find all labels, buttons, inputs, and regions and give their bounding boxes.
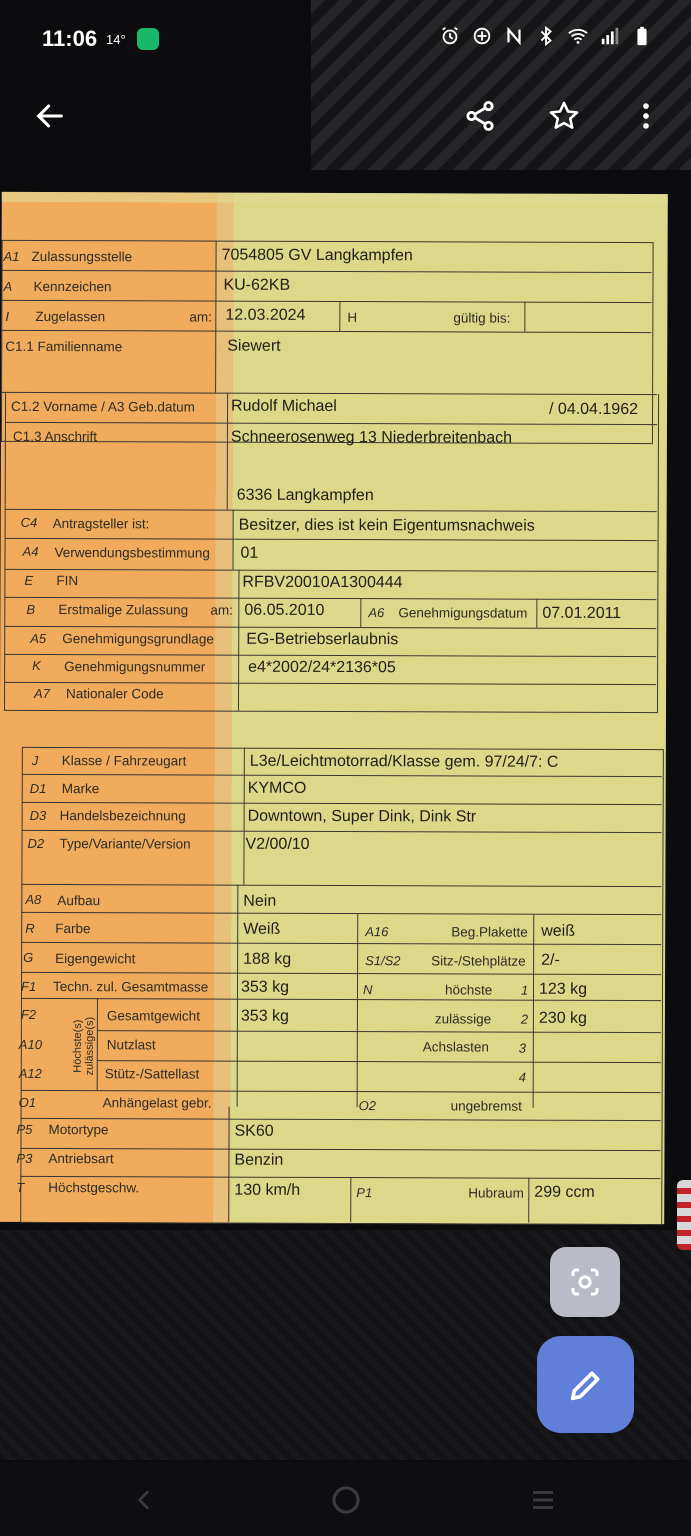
back-button[interactable]	[28, 94, 72, 138]
label-am: am:	[189, 309, 212, 325]
divider	[350, 1177, 351, 1222]
label-hubraum: Hubraum	[468, 1185, 524, 1201]
value-eigengewicht: 188 kg	[243, 950, 292, 968]
label-zugelassen: Zugelassen	[35, 308, 106, 325]
alarm-icon	[439, 24, 461, 48]
label-gesamtmasse: Techn. zul. Gesamtmasse	[52, 979, 209, 995]
code-D1: D1	[29, 780, 47, 796]
divider	[524, 302, 525, 332]
label-antragsteller: Antragsteller ist:	[52, 516, 150, 532]
code-A6: A6	[368, 605, 385, 621]
value-fin: RFBV20010A1300444	[242, 573, 403, 592]
axle-2: 2	[520, 1011, 529, 1027]
value-zulassungsstelle: 7054805 GV Langkampfen	[221, 246, 413, 265]
value-motortype: SK60	[234, 1122, 274, 1140]
code-N: N	[362, 982, 373, 998]
code-S1S2: S1/S2	[365, 953, 401, 969]
share-icon	[463, 99, 497, 133]
label-genehmigungsdatum: Genehmigungsdatum	[398, 605, 528, 621]
value-sitzplaetze: 2/-	[541, 951, 560, 969]
label-nutzlast: Nutzlast	[106, 1037, 156, 1053]
label-sitzplaetze: Sitz-/Stehplätze	[431, 953, 526, 969]
code-P3: P3	[16, 1150, 33, 1166]
code-A4: A4	[22, 543, 39, 559]
axle-4: 4	[518, 1069, 526, 1085]
label-anhaengelast: Anhängelast gebr.	[102, 1095, 212, 1111]
code-C4: C4	[20, 514, 38, 530]
value-handelsbezeichnung: Downtown, Super Dink, Dink Str	[247, 807, 477, 826]
label-ungebremst: ungebremst	[450, 1098, 522, 1114]
label-plakette: Beg.Plakette	[451, 924, 528, 940]
axle-1: 1	[520, 982, 529, 998]
sync-icon	[471, 24, 493, 48]
background-stripe	[677, 1180, 691, 1250]
label-gueltig-bis: gültig bis:	[453, 310, 511, 326]
paper-edge	[2, 192, 668, 204]
nav-back-icon	[132, 1487, 158, 1513]
label-eigengewicht: Eigengewicht	[55, 951, 136, 967]
value-genehmigungsgrundlage: EG-Betriebserlaubnis	[246, 630, 399, 649]
code-B: B	[26, 601, 36, 617]
value-farbe: Weiß	[243, 920, 281, 938]
value-type: V2/00/10	[245, 835, 310, 853]
label-marke: Marke	[61, 781, 100, 797]
code-O2: O2	[358, 1098, 376, 1114]
edit-button[interactable]	[537, 1336, 634, 1433]
label-achslasten: Achslasten	[422, 1039, 489, 1055]
system-nav-bar	[0, 1462, 691, 1536]
label-hoechste: höchste	[444, 982, 493, 998]
code-A16: A16	[365, 924, 389, 940]
label-am-2: am:	[210, 602, 233, 618]
status-icons	[439, 24, 653, 48]
value-genehmigungsnummer: e4*2002/24*2136*05	[248, 658, 396, 677]
status-bar	[0, 0, 691, 80]
value-verwendung: 01	[240, 544, 259, 562]
nav-back-button[interactable]	[120, 1480, 170, 1520]
value-hoechstgeschw: 130 km/h	[234, 1181, 301, 1199]
more-vert-icon	[629, 99, 663, 133]
code-A: A	[3, 278, 13, 294]
label-genehmigungsgrundlage: Genehmigungsgrundlage	[62, 631, 214, 647]
label-genehmigungsnummer: Genehmigungsnummer	[64, 659, 206, 675]
label-vertical-hoechste: Höchste(s) zulässige(s)	[71, 1016, 96, 1076]
code-D2: D2	[27, 835, 45, 851]
divider	[360, 598, 361, 627]
more-options-button[interactable]	[624, 94, 668, 138]
label-verwendung: Verwendungsbestimmung	[54, 545, 210, 561]
value-plakette: weiß	[541, 922, 576, 940]
value-familienname: Siewert	[227, 337, 281, 355]
label-fin: FIN	[56, 573, 79, 589]
label-kennzeichen: Kennzeichen	[33, 278, 112, 295]
value-antriebsart: Benzin	[234, 1151, 284, 1169]
label-erstzulassung: Erstmalige Zulassung	[58, 602, 189, 618]
code-K: K	[32, 657, 41, 673]
value-geburtsdatum: / 04.04.1962	[549, 400, 639, 419]
code-F1: F1	[21, 978, 37, 994]
value-hubraum: 299 ccm	[534, 1183, 595, 1201]
label-gesamtgewicht: Gesamtgewicht	[106, 1008, 200, 1024]
value-kennzeichen: KU-62KB	[223, 276, 291, 294]
label-antriebsart: Antriebsart	[48, 1151, 114, 1167]
value-achse-1: 123 kg	[538, 980, 588, 998]
code-A12: A12	[18, 1065, 42, 1081]
code-P1: P1	[356, 1185, 373, 1201]
value-antragsteller: Besitzer, dies ist kein Eigentumsnachweis	[238, 516, 535, 535]
value-anschrift-line1: Schneerosenweg 13 Niederbreitenbach	[230, 428, 513, 447]
value-zugelassen: 12.03.2024	[225, 306, 306, 324]
label-H: H	[347, 310, 358, 326]
value-anschrift-line2: 6336 Langkampfen	[236, 486, 374, 505]
share-button[interactable]	[458, 94, 502, 138]
battery-icon	[631, 24, 653, 48]
code-D3: D3	[29, 807, 47, 823]
nav-home-icon	[329, 1483, 363, 1517]
signal-icon	[599, 24, 621, 48]
label-zulassungsstelle: Zulassungsstelle	[31, 248, 133, 265]
label-hoechstgeschw: Höchstgeschw.	[48, 1180, 140, 1196]
label-stuetzlast: Stütz-/Sattellast	[104, 1066, 200, 1082]
code-O1: O1	[18, 1094, 36, 1110]
code-A5: A5	[30, 630, 47, 646]
favorite-button[interactable]	[542, 94, 586, 138]
value-aufbau: Nein	[243, 892, 277, 910]
code-T: T	[16, 1179, 25, 1195]
label-familienname: C1.1 Familienname	[5, 338, 123, 355]
code-R: R	[25, 920, 35, 936]
bluetooth-icon	[535, 24, 557, 48]
star-icon	[547, 99, 581, 133]
value-achse-2: 230 kg	[538, 1009, 587, 1027]
code-A10: A10	[18, 1036, 42, 1052]
back-arrow-icon	[33, 99, 67, 133]
code-A1: A1	[3, 248, 20, 264]
label-type: Type/Variante/Version	[59, 836, 191, 852]
label-motortype: Motortype	[48, 1122, 109, 1138]
label-nationaler-code: Nationaler Code	[66, 686, 164, 702]
lens-button[interactable]	[550, 1247, 620, 1317]
lens-icon	[567, 1264, 603, 1300]
registration-document[interactable]	[0, 192, 668, 1224]
wifi-icon	[567, 24, 589, 48]
value-klasse: L3e/Leichtmotorrad/Klasse gem. 97/24/7: C	[249, 752, 559, 771]
app-notification-icon	[137, 28, 159, 50]
axle-3: 3	[518, 1040, 527, 1056]
value-gesamtgewicht: 353 kg	[240, 1007, 289, 1025]
label-anschrift: C1.3 Anschrift	[12, 428, 98, 445]
status-temperature: 14°	[106, 32, 126, 47]
divider	[528, 1178, 529, 1223]
nav-home-button[interactable]	[321, 1480, 371, 1520]
value-gesamtmasse: 353 kg	[240, 978, 290, 996]
value-genehmigungsdatum: 07.01.2011	[542, 604, 622, 623]
value-erstzulassung: 06.05.2010	[244, 601, 325, 619]
code-I: I	[5, 308, 10, 324]
nav-recents-icon	[528, 1485, 558, 1515]
value-vorname: Rudolf Michael	[231, 397, 337, 416]
nav-recents-button[interactable]	[518, 1480, 568, 1520]
nfc-icon	[503, 24, 525, 48]
value-marke: KYMCO	[247, 779, 307, 797]
label-klasse: Klasse / Fahrzeugart	[61, 753, 187, 769]
label-aufbau: Aufbau	[57, 893, 101, 909]
label-handelsbezeichnung: Handelsbezeichnung	[59, 808, 186, 824]
divider	[536, 599, 537, 628]
label-vorname: C1.2 Vorname / A3 Geb.datum	[11, 398, 195, 415]
code-J: J	[31, 752, 39, 768]
status-time: 11:06	[42, 26, 98, 51]
code-P5: P5	[16, 1121, 33, 1137]
code-G: G	[23, 949, 34, 965]
divider	[339, 301, 340, 331]
code-A7: A7	[34, 685, 50, 702]
label-zulaessige: zulässige	[434, 1011, 492, 1027]
code-F2: F2	[20, 1006, 37, 1022]
code-E: E	[24, 572, 34, 588]
pencil-icon	[566, 1365, 606, 1405]
code-A8: A8	[25, 891, 42, 907]
label-farbe: Farbe	[55, 921, 91, 937]
